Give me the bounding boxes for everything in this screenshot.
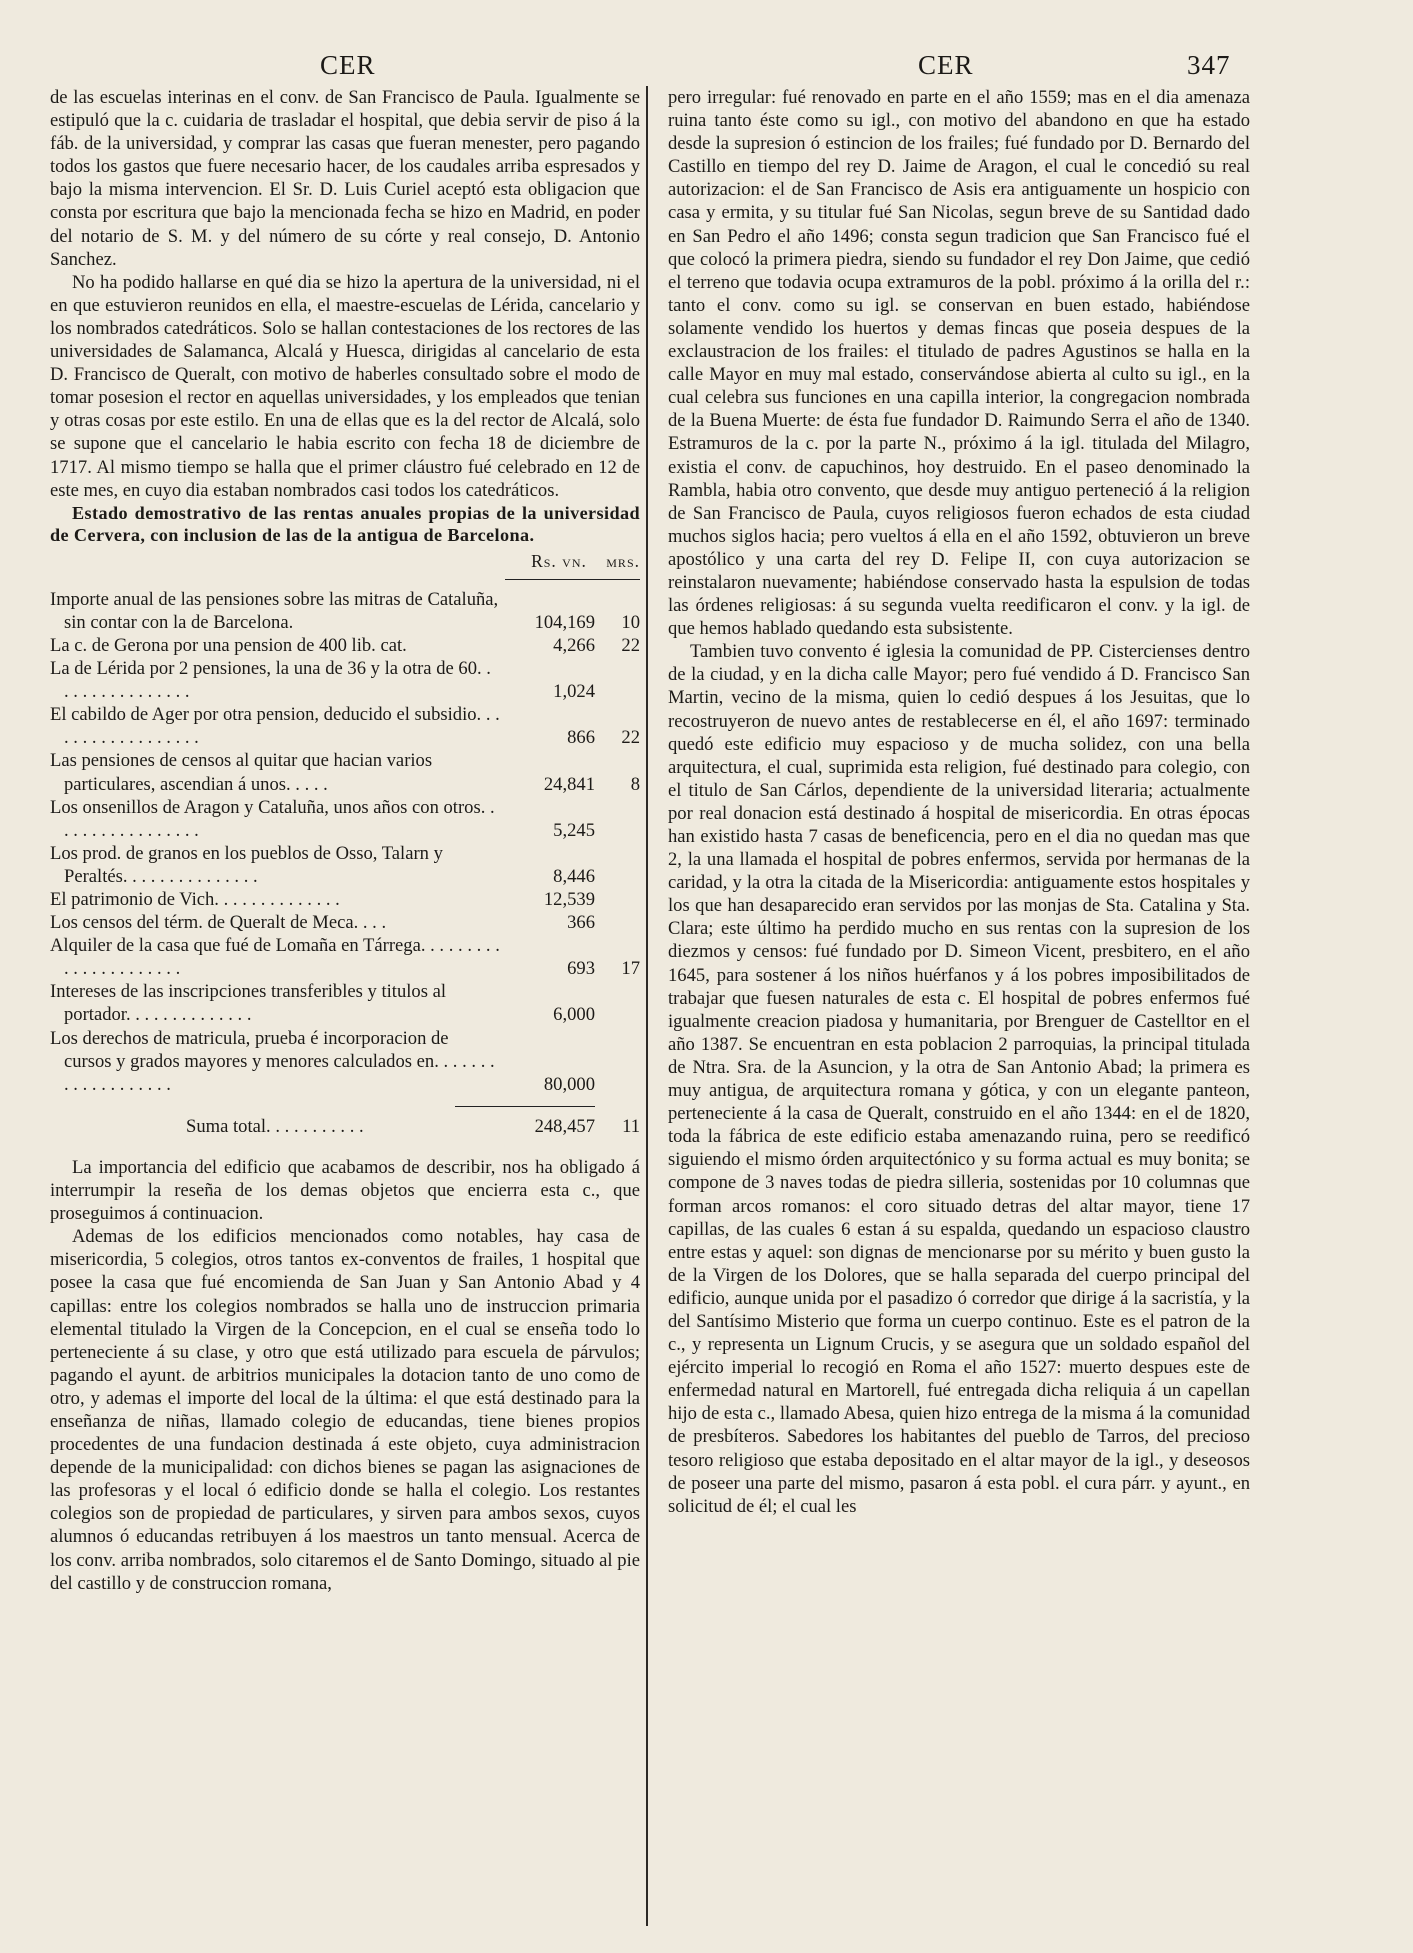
row-label: El patrimonio de Vich. . . . . . . . . . . . . . xyxy=(50,889,340,910)
row-rs: 12,539 xyxy=(543,889,595,910)
row-label: Alquiler de la casa que fué de Lomaña en Tárrega. . . . . . . . . . . . . . . . . . . . . . xyxy=(50,935,500,980)
row-mrs: 22 xyxy=(621,727,640,749)
table-title: Estado demostrativo de las rentas anuales propias de la universidad de Cervera, con inclusion de las de la antigua de Barcelona. xyxy=(50,502,640,545)
units-mrs: mrs. xyxy=(606,550,640,571)
paragraph: pero irregular: fué renovado en parte en el año 1559; mas en el dia amenaza ruina tanto éste como su igl., con motivo del abandono en que ha estado desde la supresion ó estincion de los frailes; fué fundado por D. Bernardo del Castillo en tiempo del rey D. Jaime de Aragon, el cual le concedió su real autorizacion: el de San Francisco de Asis era antiguamente un hospicio con casa y ermita, y su titular fué San Nicolas, segun breve de su Santidad dado en San Pedro el año 1496; consta segun tradicion que San Francisco fué el que colocó la primera piedra, siendo su fundador el rey Don Jaime, que cedió el terreno que todavia ocupa extramuros de la pobl. próximo á la orilla del r.: tanto el conv. como su igl. se conservan en buen estado, habiéndose solamente vendido los huertos y demas fincas que poseia despues de la exclaustracion de los frailes: el titulado de padres Agustinos se halla en la calle Mayor en muy mal estado, conservándose abierta al culto su igl., en la cual celebra sus funciones en una capilla interior, la congregacion nombrada de la Buena Muerte: de ésta fue fundador D. Raimundo Serra el año de 1340. Estramuros de la c. por la parte N., próximo á la igl. titulada del Milagro, existia el conv. de capuchinos, hoy destruido. En el paseo denominado la Rambla, habia otro convento, que desde muy antiguo perteneció á la religion de San Francisco de Paula, cuyos religiosos fueron echados de esta ciudad muchos siglos hacia; pero vueltos á ella en el año 1592, obtuvieron un breve apostólico y una carta del rey D. Felipe II, con cuya autorizacion se reinstalaron nuevamente; habiéndose conservado hasta la espulsion de todas las órdenes religiosas: á su segunda vuelta reedificaron el conv. y la igl. de que hemos hablado quedando esta subsistente. xyxy=(668,87,1250,640)
revenue-table xyxy=(50,502,640,1138)
row-rs: 1,024 xyxy=(553,681,595,703)
row-mrs: 8 xyxy=(630,773,640,795)
row-rs: 80,000 xyxy=(543,1073,595,1095)
table-body xyxy=(50,588,640,1096)
row-rs: 8,446 xyxy=(553,865,595,887)
table-row xyxy=(50,796,640,842)
row-label: Los prod. de granos en los pueblos de Osso, Talarn y Peraltés. . . . . . . . . . . . . . . xyxy=(50,842,443,887)
row-rs: 5,245 xyxy=(553,819,595,841)
running-head-left: CER xyxy=(320,50,376,80)
row-rs: 24,841 xyxy=(543,773,595,795)
row-rs: 6,000 xyxy=(553,1004,595,1026)
paragraph: de las escuelas interinas en el conv. de San Francisco de Paula. Igualmente se estipuló que la c. cuidaria de trasladar el hospital, que debia servir de piso á la fáb. de la universidad, y comprar las casas que fueran menester, pero pagando todos los gastos que fuere necesario hacer, de los caudales arriba espresados y bajo la misma intervencion. El Sr. D. Luis Curiel aceptó esta obligacion que consta por escritura que bajo la mencionada fecha se hizo en Madrid, en poder del notario de S. M. y del número de su córte y real consejo, D. Antonio Sanchez. xyxy=(50,87,640,270)
table-row xyxy=(50,911,640,934)
total-mrs: 11 xyxy=(622,1115,640,1137)
row-rs: 866 xyxy=(567,727,595,749)
row-rs: 4,266 xyxy=(553,634,595,656)
row-label: El cabildo de Ager por otra pension, deducido el subsidio. . . . . . . . . . . . . . . . . . xyxy=(50,704,500,749)
running-head-center: CER xyxy=(918,50,974,80)
column-divider xyxy=(646,86,648,1926)
page-number: 347 xyxy=(1187,50,1231,80)
table-units xyxy=(50,550,640,573)
total-rule xyxy=(455,1106,595,1107)
table-row xyxy=(50,588,640,634)
right-column xyxy=(668,86,1250,1518)
table-row xyxy=(50,749,640,795)
row-label: Los onsenillos de Aragon y Cataluña, unos años con otros. . . . . . . . . . . . . . . . . xyxy=(50,796,495,841)
row-label: Intereses de las inscripciones transferibles y titulos al portador. . . . . . . . . . . . . . xyxy=(50,981,447,1026)
row-mrs: 17 xyxy=(621,958,640,980)
total-label: Suma total. . . . . . . . . . . xyxy=(186,1115,364,1137)
row-rs: 366 xyxy=(567,912,595,934)
paragraph: Tambien tuvo convento é iglesia la comunidad de PP. Cistercienses dentro de la ciudad, y en la dicha calle Mayor; pero fué vendido á D. Francisco San Martin, vecino de la misma, quien lo cedió despues á los Jesuitas, que lo recostruyeron de nuevo antes de restablecerse en él, el año 1697: terminado quedó este edificio muy espacioso y de mucha solidez, con una bella arquitectura, el cual, suprimida esta religion, fué destinado para colegio, con el titulo de San Cárlos, dependiente de la universidad literaria; actualmente por real donacion está destinado á hospital de misericordia. En otras épocas han existido hasta 7 casas de beneficencia, pero en el dia no quedan mas que 2, la una llamada el hospital de pobres enfermos, servida por hermanas de la caridad, y la otra la citada de la Misericordia: antiguamente estos hospitales y los que han desaparecido eran servidos por las monjas de Sta. Catalina y Sta. Clara; este último ha perdido mucho en sus rentas con la supresion de los diezmos y censos: fué fundado por D. Simeon Vicent, presbitero, en el año 1645, para sostener á los niños huérfanos y á los pobres imposibilitados de trabajar que fuesen naturales de esta c. El hospital de pobres enfermos fué igualmente creacion piadosa y humanitaria, por Brenguer de Castelltor en el año 1387. Se encuentran en esta poblacion 2 parroquias, la principal titulada de Ntra. Sra. de la Asuncion, y la otra de San Antonio Abad; la primera es muy antigua, de arquitectura romana y gótica, y con un elegante panteon, perteneciente á la casa de Queralt, construido en el año 1344: en el de 1820, toda la fábrica de este edificio estaba amenazando ruina, pero se reedificó siguiendo el mismo órden arquitectónico y su forma actual es muy bonita; se compone de 3 naves todas de piedra silleria, sostenidas por 10 columnas que forman arcos romanos: el coro situado detras del altar mayor, tiene 17 capillas, de las cuales 6 estan á su espalda, quedando un espacioso claustro entre estas y aquel: son dignas de mencionarse por su mérito y buen gusto la de la Virgen de los Dolores, que se halla separada del cuerpo principal del edificio, aunque unida por el pasadizo ó corredor que dirige á la sacristía, y la del Santísimo Misterio que forma un cuerpo continuo. Este es el patron de la c., y representa un Lignum Crucis, y se asegura que un soldado español del ejército imperial lo recogió en Roma el año 1527: muerto despues este de enfermedad natural en Martorell, fué entregada dicha reliquia á un capellan hijo de esta c., llamado Abesa, quien hizo entrega de la misma á la comunidad de presbíteros. Sabedores los habitantes del pueblo de Tarros, del precioso tesoro religioso que estaba depositado en el altar mayor de la igl., y deseosos de poseer una parte del mismo, pasaron á esta pobl. el cura párr. y ayunt., en solicitud de él; el cual les xyxy=(668,641,1250,1517)
table-row xyxy=(50,888,640,911)
total-row xyxy=(50,1115,640,1138)
row-label: Los derechos de matricula, prueba é incorporacion de cursos y grados mayores y menores calculados en. . . . . . . . . . . . . . . . . . . xyxy=(50,1027,495,1095)
table-row xyxy=(50,980,640,1026)
row-rs: 693 xyxy=(567,958,595,980)
paragraph: La importancia del edificio que acabamos de describir, nos ha obligado á interrumpir la reseña de los demas objetos que encierra esta c., que proseguimos á continuacion. xyxy=(50,1156,640,1225)
row-label: La de Lérida por 2 pensiones, la una de 36 y la otra de 60. . . . . . . . . . . . . . . . xyxy=(50,658,491,703)
table-row xyxy=(50,842,640,888)
row-mrs: 22 xyxy=(621,634,640,656)
row-label: Las pensiones de censos al quitar que hacian varios particulares, ascendian á unos. . . . . xyxy=(50,750,433,795)
row-label: Importe anual de las pensiones sobre las mitras de Cataluña, sin contar con la de Barcelona. xyxy=(50,588,499,633)
table-row xyxy=(50,703,640,749)
total-rs: 248,457 xyxy=(534,1115,595,1137)
row-rs: 104,169 xyxy=(534,611,595,633)
row-mrs: 10 xyxy=(621,611,640,633)
paragraph: Ademas de los edificios mencionados como notables, hay casa de misericordia, 5 colegios, otros tantos ex-conventos de frailes, 1 hospital que posee la casa que fué encomienda de San Juan y San Antonio Abad y 4 capillas: entre los colegios nombrados se halla uno de instruccion primaria elemental titulado la Virgen de la Concepcion, en el cual se enseña todo lo perteneciente á su clase, y otro que está utilizado para escuela de párvulos; pagando el ayunt. de arbitrios municipales la dotacion tanto de uno como de otro, y ademas el importe del local de la última: el que está destinado para la enseñanza de niñas, llamado colegio de educandas, tiene bienes propios procedentes de una fundacion destinada á este objeto, cuya administracion depende de la municipalidad: con dichos bienes se pagan las asignaciones de las profesoras y el local ó edificio donde se halla el colegio. Los restantes colegios son de propiedad de particulares, y sirven para ambos sexos, cuyos alumnos ó educandas retribuyen á los maestros un tanto mensual. Acerca de los conv. arriba nombrados, solo citaremos el de Santo Domingo, situado al pie del castillo y de construccion romana, xyxy=(50,1226,640,1594)
table-row xyxy=(50,634,640,657)
row-label: La c. de Gerona por una pension de 400 lib. cat. xyxy=(50,634,407,656)
units-rs: Rs. vn. xyxy=(531,550,587,571)
table-row xyxy=(50,934,640,980)
paragraph: No ha podido hallarse en qué dia se hizo la apertura de la universidad, ni el en que estuvieron reunidos en ella, el maestre-escuelas de Lérida, cancelario y los nombrados catedráticos. Solo se hallan contestaciones de los rectores de las universidades de Salamanca, Alcalá y Huesca, dirigidas al cancelario de esta D. Francisco de Queralt, con motivo de haberles consultado sobre el modo de tomar posesion el rector en aquellas universidades, y los empleados que tenian y otras cosas por este estilo. En una de ellas que es la del rector de Alcalá, solo se supone que el cancelario le habia escrito con fecha 18 de diciembre de 1717. Al mismo tiempo se halla que el primer cláustro fué celebrado en 12 de este mes, en cuyo dia estaban nombrados casi todos los catedráticos. xyxy=(50,271,640,501)
table-row xyxy=(50,657,640,703)
units-underline xyxy=(505,579,640,580)
table-row xyxy=(50,1027,640,1096)
left-column xyxy=(50,86,640,1595)
row-label: Los censos del térm. de Queralt de Meca. . . . xyxy=(50,912,387,934)
